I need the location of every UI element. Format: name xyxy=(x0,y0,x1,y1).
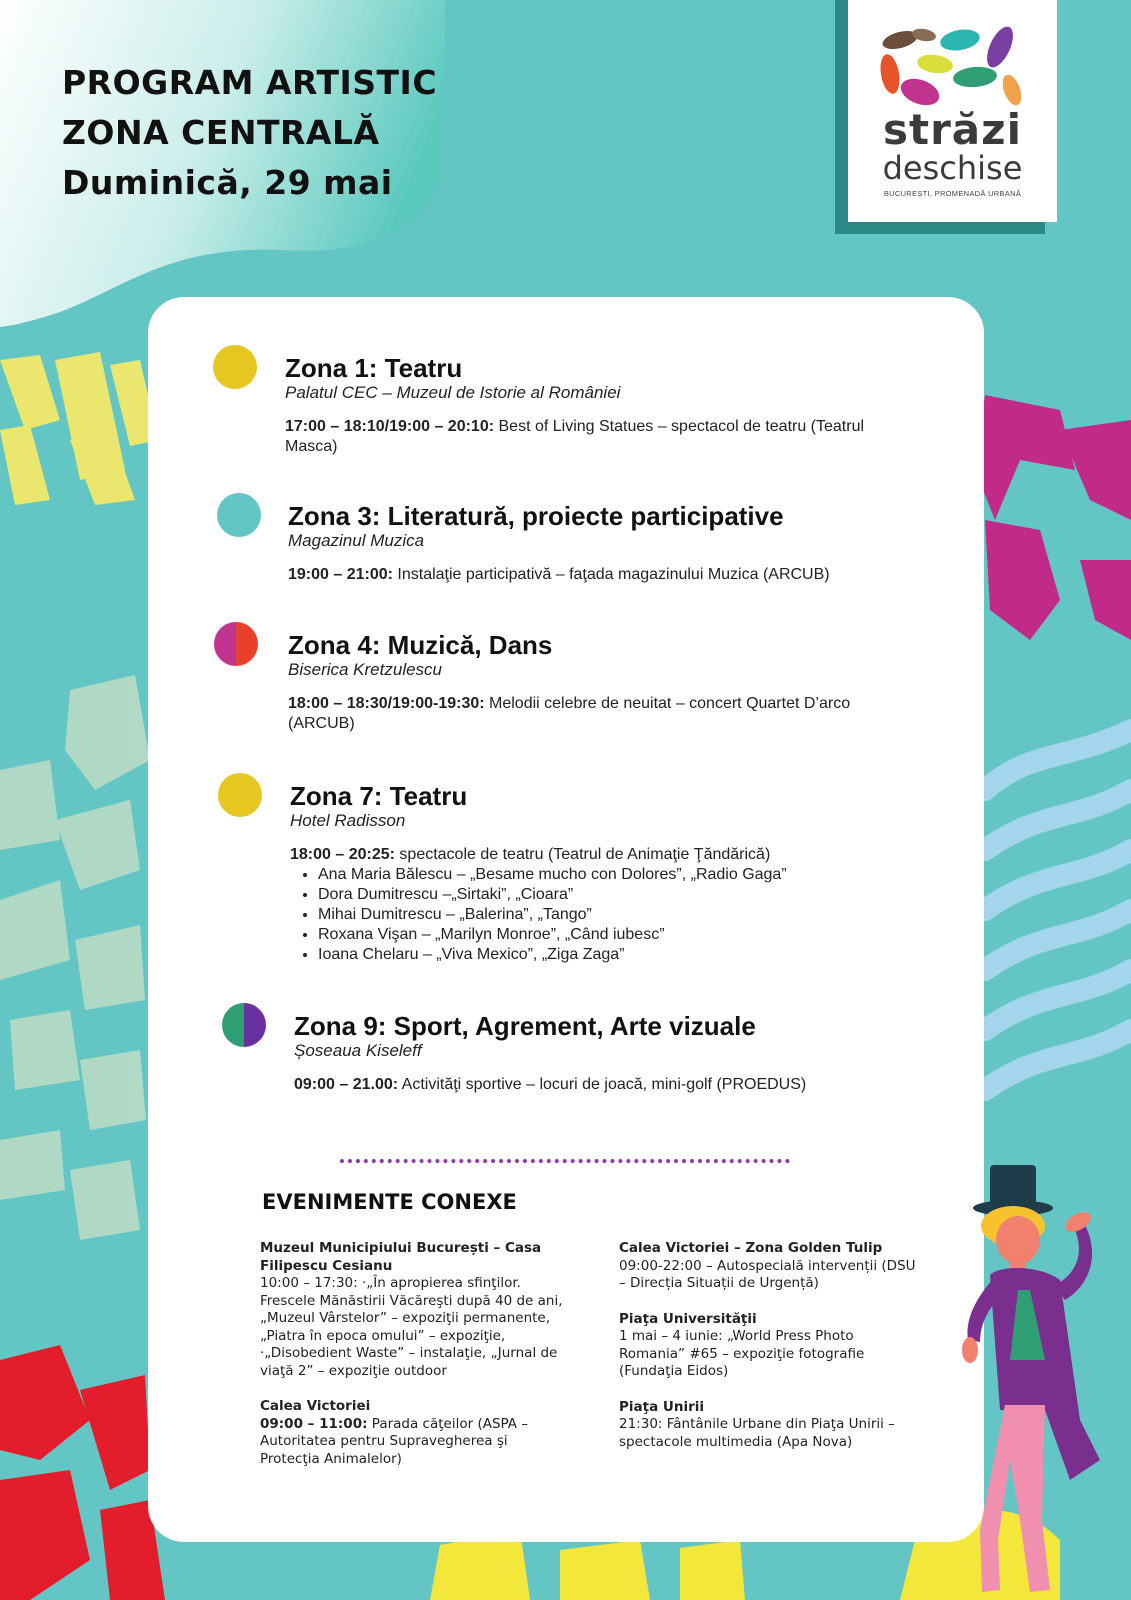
zone-1-time: 17:00 – 18:10/19:00 – 20:10: xyxy=(285,418,495,435)
conexe-event-title: Muzeul Municipiului București – Casa Filipescu Cesianu xyxy=(260,1240,542,1274)
conexe-event-desc: Parada căţeilor (ASPA – Autoritatea pentru Supravegherea şi Protecţia Animalelor) xyxy=(260,1415,529,1467)
conexe-event-title: Calea Victoriei xyxy=(260,1398,371,1414)
conexe-event-text xyxy=(260,1416,570,1469)
zone-3 xyxy=(288,501,908,585)
logo xyxy=(848,0,1057,222)
left-yellow-strokes xyxy=(0,352,158,505)
logo-word-strazi: străzi xyxy=(883,105,1022,154)
date-title: Duminică, 29 mai xyxy=(62,163,393,202)
zone-9-dot-right xyxy=(244,1003,266,1047)
zone-4-dot xyxy=(214,622,258,666)
zone-1 xyxy=(285,353,885,457)
zone-7-performers xyxy=(290,865,850,965)
conexe-event xyxy=(260,1398,570,1468)
conexe-event-title: Piaţa Unirii xyxy=(619,1398,705,1415)
zone-1-schedule xyxy=(285,417,885,457)
zone-1-desc: Best of Living Statues – spectacol de teatru (Teatrul Masca) xyxy=(285,418,865,455)
logo-tagline: BUCUREȘTI, PROMENADĂ URBANĂ xyxy=(883,189,1022,198)
zone-9-time: 09:00 – 21.00: xyxy=(294,1076,399,1093)
list-item: • Roxana Vişan – „Marilyn Monroe”, „Când iubesc” xyxy=(318,925,850,945)
list-item: • Ioana Chelaru – „Viva Mexico”, „Ziga Zaga” xyxy=(318,945,850,965)
conexe-event-text: 21:30: Fântânile Urbane din Piaţa Unirii – spectacole multimedia (Apa Nova) xyxy=(619,1416,895,1450)
zone-9-dot xyxy=(222,1003,266,1047)
conexe-event xyxy=(260,1240,570,1380)
zone-9-schedule xyxy=(294,1075,914,1095)
conexe-event-text: 10:00 – 17:30: ·„În apropierea sfinţilor. Frescele Mănăstirii Văcăreşti după 40 de ani, „Muzeul Vârstelor” – expoziţii permanente, „Piatra în epoca omului” – expoziţie, ·„Disobedient Waste” – instalaţie, „Jurnal de viaţă 2” – expoziţie outdoor xyxy=(260,1275,563,1379)
right-magenta-marks xyxy=(975,395,1131,640)
zone-3-dot xyxy=(217,493,261,537)
performer-illustration xyxy=(950,1160,1131,1600)
zone-7-desc: spectacole de teatru (Teatrul de Animaţie Ţăndărică) xyxy=(394,846,771,863)
zone-7-time: 18:00 – 20:25: xyxy=(290,846,395,863)
zone-7-schedule xyxy=(290,845,850,865)
zone-7-dot xyxy=(218,773,262,817)
conexe-event-text: 09:00-22:00 – Autospecială intervenții (DSU – Direcția Situații de Urgență) xyxy=(619,1257,916,1291)
conexe-event-time: 09:00 – 11:00: xyxy=(260,1415,368,1432)
header-title-block xyxy=(62,58,437,208)
list-item: • Dora Dumitrescu –„Sirtaki”, „Cioara” xyxy=(318,885,850,905)
zone-3-title: Zona 3: Literatură, proiecte participative xyxy=(288,501,784,531)
logo-footprints-icon xyxy=(880,22,1025,112)
conexe-event-title: Piaţa Universităţii xyxy=(619,1310,757,1327)
zone-4-dot-left xyxy=(214,622,236,666)
zone-9-title: Zona 9: Sport, Agrement, Arte vizuale xyxy=(294,1011,756,1041)
zone-4 xyxy=(288,630,888,734)
zone-1-venue: Palatul CEC – Muzeul de Istorie al României xyxy=(285,383,621,402)
zone-9-venue: Șoseaua Kiseleff xyxy=(294,1041,422,1060)
conexe-event xyxy=(619,1311,919,1381)
conexe-event xyxy=(619,1240,919,1293)
conexe-event xyxy=(619,1399,919,1452)
logo-word-deschise: deschise xyxy=(882,149,1023,187)
zone-3-schedule xyxy=(288,565,908,585)
conexe-title: EVENIMENTE CONEXE xyxy=(262,1190,517,1214)
zone-4-time: 18:00 – 18:30/19:00-19:30: xyxy=(288,695,485,712)
conexe-left-column xyxy=(260,1240,570,1486)
zone-9 xyxy=(294,1011,914,1095)
zone-3-venue: Magazinul Muzica xyxy=(288,531,425,550)
conexe-event-text: 1 mai – 4 iunie: „World Press Photo Romania” #65 – expoziţie fotografie (Fundaţia Eidos) xyxy=(619,1328,865,1379)
zone-9-dot-left xyxy=(222,1003,244,1047)
right-blue-waves xyxy=(985,730,1131,1090)
left-pale-green-marks xyxy=(0,675,150,1240)
zone-4-dot-right xyxy=(236,622,258,666)
zone-7-title: Zona 7: Teatru xyxy=(290,781,468,811)
zone-4-desc: Melodii celebre de neuitat – concert Quartet D’arco (ARCUB) xyxy=(288,695,851,732)
zone-7-venue: Hotel Radisson xyxy=(290,811,406,830)
zone-7 xyxy=(290,781,850,965)
zone-9-desc: Activităţi sportive – locuri de joacă, mini-golf (PROEDUS) xyxy=(398,1076,807,1093)
zone-3-desc: Instalaţie participativă – faţada magazinului Muzica (ARCUB) xyxy=(392,566,830,583)
zone-1-dot xyxy=(213,345,257,389)
conexe-right-column xyxy=(619,1240,919,1469)
bottom-left-red-marks xyxy=(0,1345,165,1600)
zone-4-title: Zona 4: Muzică, Dans xyxy=(288,630,553,660)
conexe-event-title: Calea Victoriei – Zona Golden Tulip xyxy=(619,1240,883,1256)
zone-title: ZONA CENTRALĂ xyxy=(62,113,380,152)
program-title: PROGRAM ARTISTIC xyxy=(62,63,438,102)
dotted-divider xyxy=(340,1159,790,1163)
list-item: • Mihai Dumitrescu – „Balerina”, „Tango” xyxy=(318,905,850,925)
zone-3-time: 19:00 – 21:00: xyxy=(288,566,393,583)
zone-4-schedule xyxy=(288,694,888,734)
list-item: • Ana Maria Bălescu – „Besame mucho con Dolores”, „Radio Gaga” xyxy=(318,865,850,885)
zone-1-title: Zona 1: Teatru xyxy=(285,353,463,383)
zone-4-venue: Biserica Kretzulescu xyxy=(288,660,443,679)
